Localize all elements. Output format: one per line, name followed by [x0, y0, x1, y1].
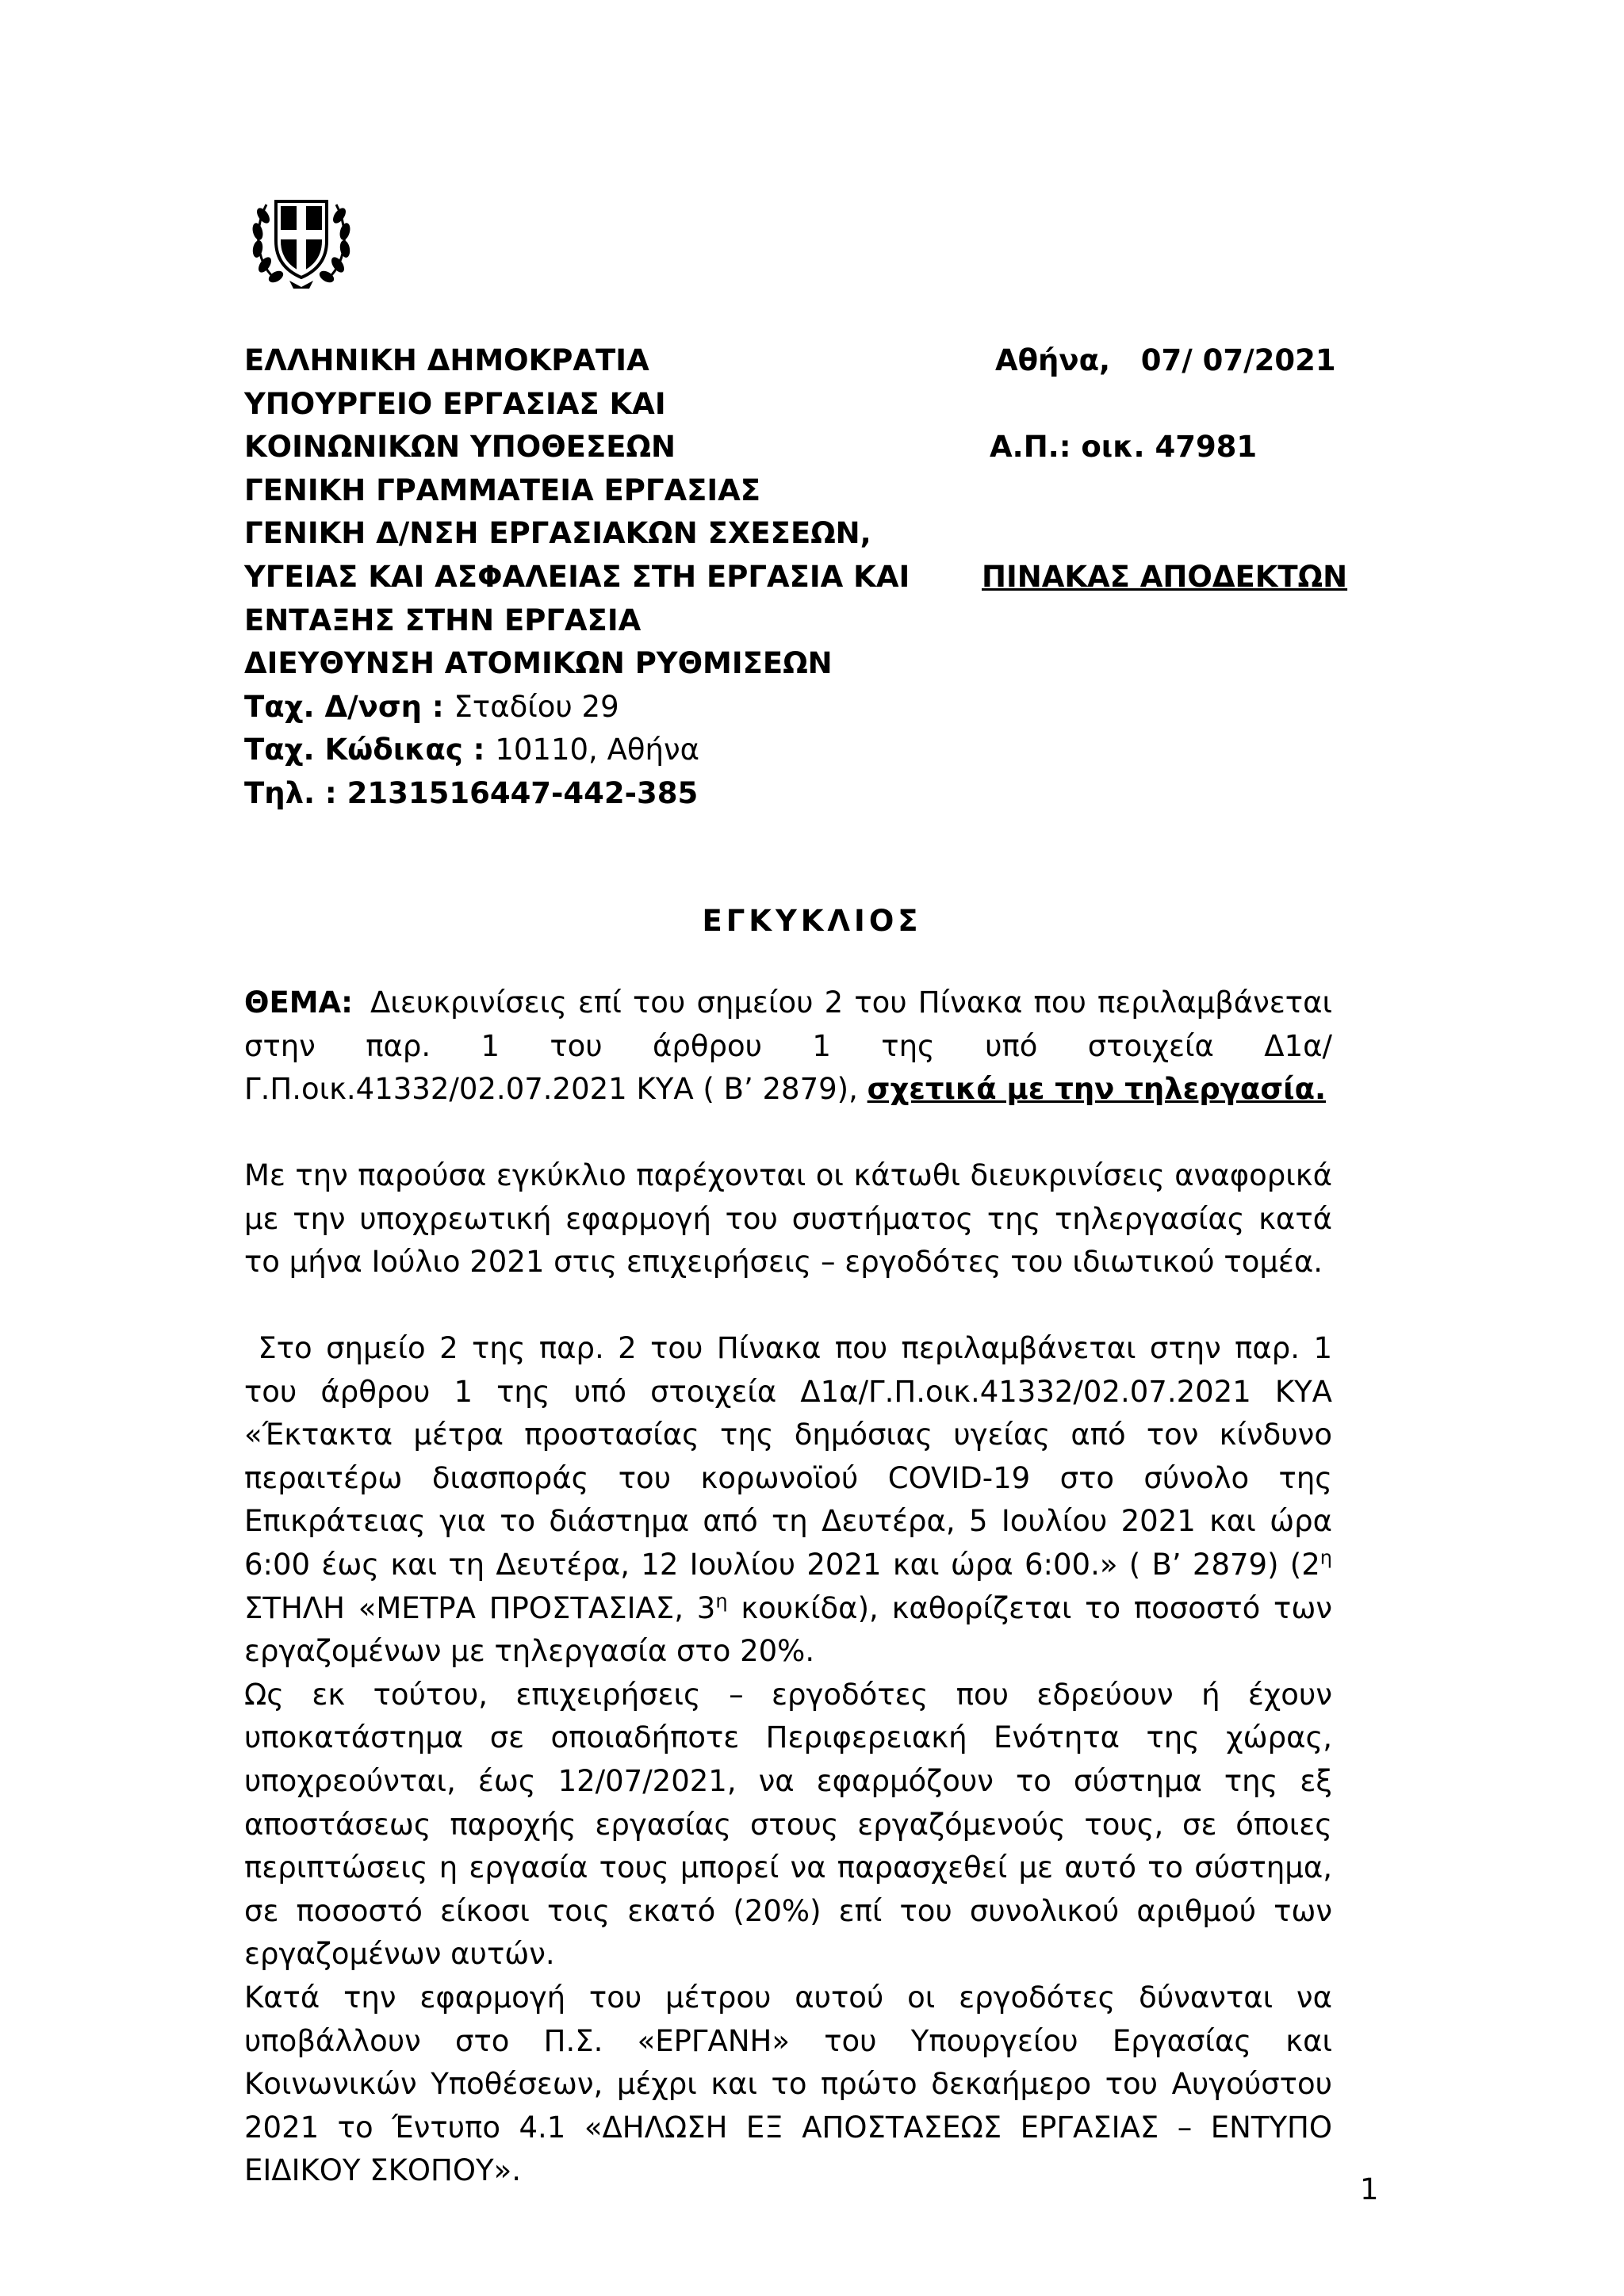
recipients-table-link: ΠΙΝΑΚΑΣ ΑΠΟΔΕΚΤΩΝ — [982, 560, 1348, 594]
paragraph-2-part-1: Στο σημείο 2 της παρ. 2 του Πίνακα που περιλαμβάνεται στην παρ. 1 του άρθρου 1 της υπό στοιχεία Δ1α/Γ.Π.οικ.41332/02.07.2021 ΚΥΑ «Έκτακτα μέτρα προστασίας της δημόσιας υγείας από τον κίνδυνο περαιτέρω διασποράς του κορωνοϊού COVID-19 στο σύνολο της Επικράτειας για το διάστημα από τη Δευτέρα, 5 Ιουλίου 2021 και ώρα 6:00 έως και τη Δευτέρα, 12 Ιουλίου 2021 και ώρα 6:00.» ( Β’ 2879) (2 — [244, 1331, 1342, 1582]
body-paragraphs — [244, 1327, 1342, 2193]
sender-line: ΥΠΟΥΡΓΕΙΟ ΕΡΓΑΣΙΑΣ ΚΑΙ — [244, 386, 666, 421]
sender-line: ΕΝΤΑΞΗΣ ΣΤΗΝ ΕΡΓΑΣΙΑ — [244, 603, 642, 637]
body-paragraph-1: Με την παρούσα εγκύκλιο παρέχονται οι κάτωθι διευκρινίσεις αναφορικά με την υποχρεωτική εφαρμογή του συστήματος της τηλεργασίας κατά το μήνα Ιούλιο 2021 στις επιχειρήσεις – εργοδότες του ιδιωτικού τομέα. — [244, 1158, 1332, 1280]
body-paragraph-3: Ως εκ τούτου, επιχειρήσεις – εργοδότες που εδρεύουν ή έχουν υποκατάστημα σε οποιαδήποτε Περιφερειακή Ενότητα της χώρας, υποχρεούνται, έως 12/07/2021, να εφαρμόζουν το σύστημα της εξ αποστάσεως παροχής εργασίας στους εργαζόμενούς τους, σε όποιες περιπτώσεις η εργασία τους μπορεί να παρασχεθεί με αυτό το σύστημα, σε ποσοστό είκοσι τοις εκατό (20%) επί του συνολικού αριθμού των εργαζομένων αυτών. — [244, 1677, 1332, 1972]
postcode-label: Ταχ. Κώδικας : — [244, 733, 485, 767]
sender-block — [244, 339, 958, 816]
phone-line: Τηλ. : 2131516447-442-385 — [244, 775, 699, 810]
sender-line: ΕΛΛΗΝΙΚΗ ΔΗΜΟΚΡΑΤΙΑ — [244, 343, 649, 377]
sender-line: ΓΕΝΙΚΗ ΓΡΑΜΜΑΤΕΙΑ ΕΡΓΑΣΙΑΣ — [244, 473, 761, 507]
subject-paragraph — [244, 982, 1332, 1112]
sender-line: ΔΙΕΥΘΥΝΣΗ ΑΤΟΜΙΚΩΝ ΡΥΘΜΙΣΕΩΝ — [244, 646, 833, 681]
postcode-value: 10110, Αθήνα — [495, 733, 700, 767]
paragraph-2-part-2: ΣΤΗΛΗ «ΜΕΤΡΑ ΠΡΟΣΤΑΣΙΑΣ, 3 — [244, 1547, 1342, 1625]
address-line — [244, 686, 958, 729]
sender-line: ΥΓΕΙΑΣ ΚΑΙ ΑΣΦΑΛΕΙΑΣ ΣΤΗ ΕΡΓΑΣΙΑ ΚΑΙ — [244, 559, 910, 594]
address-value: Σταδίου 29 — [454, 689, 619, 724]
body-paragraph-4: Κατά την εφαρμογή του μέτρου αυτού οι εργοδότες δύνανται να υποβάλλουν στο Π.Σ. «ΕΡΓΑΝΗ» του Υπουργείου Εργασίας και Κοινωνικών Υποθέσεων, μέχρι και το πρώτο δεκαήμερο του Αυγούστου 2021 το Έντυπο 4.1 «ΔΗΛΩΣΗ ΕΞ ΑΠΟΣΤΑΣΕΩΣ ΕΡΓΑΣΙΑΣ – ΕΝΤΥΠΟ ΕΙΔΙΚΟΥ ΣΚΟΠΟΥ». — [244, 1980, 1332, 2188]
superscript: η — [1320, 1546, 1332, 1569]
greek-coat-of-arms-icon — [246, 184, 357, 295]
page-number: 1 — [1360, 2172, 1379, 2206]
subject-text: Διευκρινίσεις επί του σημείου 2 του Πίνακα που περιλαμβάνεται στην παρ. 1 του άρθρου 1 της υπό στοιχεία Δ1α/Γ.Π.οικ.41332/02.07.2021 ΚΥΑ ( Β’ 2879), — [244, 985, 1332, 1107]
superscript: η — [715, 1590, 728, 1613]
protocol-number: Α.Π.: οικ. 47981 — [990, 430, 1258, 464]
subject-emphasis: σχετικά με την τηλεργασία. — [867, 1072, 1327, 1107]
address-label: Ταχ. Δ/νση : — [244, 689, 444, 724]
sender-line: ΓΕΝΙΚΗ Δ/ΝΣΗ ΕΡΓΑΣΙΑΚΩΝ ΣΧΕΣΕΩΝ, — [244, 516, 871, 551]
document-date: Αθήνα, 07/ 07/2021 — [995, 343, 1336, 377]
sender-line: ΚΟΙΝΩΝΙΚΩΝ ΥΠΟΘΕΣΕΩΝ — [244, 430, 676, 465]
document-heading: ΕΓΚΥΚΛΙΟΣ — [702, 904, 922, 938]
subject-label: ΘΕΜΑ: — [244, 985, 353, 1020]
postcode-line — [244, 729, 958, 772]
paragraph-2-part-3: κουκίδα), καθορίζεται το ποσοστό των εργαζομένων με τηλεργασία στο 20%. — [244, 1590, 1342, 1669]
body-paragraph-2 — [244, 1327, 1342, 1674]
